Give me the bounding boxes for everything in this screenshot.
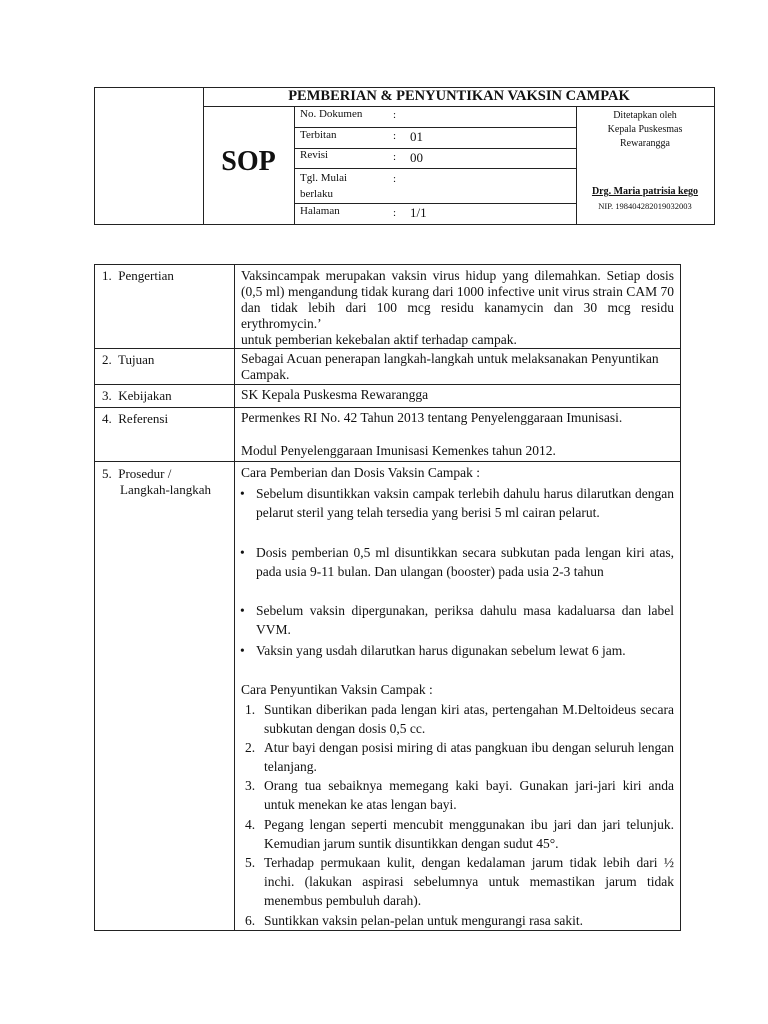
bullet-item — [240, 484, 674, 522]
bullet-symbol: • — [240, 603, 245, 618]
label-langkah: Langkah-langkah — [120, 482, 211, 497]
field-terbitan-label: Terbitan — [300, 129, 337, 141]
step-number: 5. — [245, 855, 256, 870]
approval-signer: Drg. Maria patrisia kego — [591, 186, 699, 197]
field-tgl-mulai-label: Tgl. Mulai berlaku — [300, 172, 348, 200]
bullet-symbol: • — [240, 545, 245, 560]
label-tujuan: 2. Tujuan — [102, 352, 155, 367]
pengertian-text-2: untuk pemberian kekebalan aktif terhadap campak. — [241, 332, 517, 347]
bullet-text: Sebelum vaksin dipergunakan, periksa dahulu masa kadaluarsa dan label VVM. — [256, 603, 674, 637]
bullet-text: Sebelum disuntikkan vaksin campak terlebih dahulu harus dilarutkan dengan pelarut steril yang telah tersedia yang berisi 5 ml cairan pelarut. — [256, 486, 674, 520]
label-kebijakan: 3. Kebijakan — [102, 388, 172, 403]
step-text: Pegang lengan seperti mencubit menggunakan ibu jari dan jari telunjuk. Kemudian jarum suntik disuntikkan dengan sudut 45°. — [264, 817, 674, 851]
step-item — [245, 738, 674, 776]
sop-logo-text: SOP — [221, 146, 276, 177]
approval-nip: NIP. 198404282019032003 — [598, 201, 692, 211]
field-no-dokumen-colon: : — [393, 109, 397, 121]
step-item — [245, 853, 674, 910]
step-text: Suntikan diberikan pada lengan kiri atas, pertengahan M.Deltoideus secara subkutan dengan dosis 0,5 cc. — [264, 702, 674, 736]
field-revisi-colon: : — [393, 151, 397, 163]
approval-line-1: Ditetapkan oleh — [613, 110, 677, 121]
bullet-item — [240, 641, 674, 660]
step-number: 1. — [245, 702, 256, 717]
prosedur-heading-2: Cara Penyuntikan Vaksin Campak : — [241, 682, 433, 697]
step-number: 4. — [245, 817, 256, 832]
referensi-line-1: Permenkes RI No. 42 Tahun 2013 tentang Penyelenggaraan Imunisasi. — [241, 410, 623, 425]
kebijakan-text: SK Kepala Puskesma Rewarangga — [241, 387, 429, 402]
field-revisi-label: Revisi — [300, 149, 329, 161]
bullet-symbol: • — [240, 486, 245, 501]
step-item — [245, 776, 674, 814]
bullet-symbol: • — [240, 643, 245, 658]
tujuan-text: Sebagai Acuan penerapan langkah-langkah untuk melaksanakan Penyuntikan Campak. — [241, 351, 659, 382]
prosedur-heading-1: Cara Pemberian dan Dosis Vaksin Campak : — [241, 465, 480, 480]
referensi-line-2: Modul Penyelenggaraan Imunisasi Kemenkes tahun 2012. — [241, 443, 556, 458]
field-tgl-mulai-colon: : — [393, 173, 397, 185]
field-terbitan-value: 01 — [410, 129, 423, 144]
bullet-text: Vaksin yang usdah dilarutkan harus digunakan sebelum lewat 6 jam. — [256, 643, 626, 658]
bullet-text: Dosis pemberian 0,5 ml disuntikkan secara subkutan pada lengan kiri atas, pada usia 9-11 bulan. Dan ulangan (booster) pada usia 2-3 tahun — [256, 545, 674, 579]
field-terbitan-colon: : — [393, 130, 397, 142]
step-number: 3. — [245, 778, 256, 793]
field-halaman-colon: : — [393, 207, 397, 219]
step-number: 6. — [245, 913, 256, 928]
field-halaman-value: 1/1 — [410, 205, 427, 220]
step-item — [245, 911, 674, 930]
label-pengertian: 1. Pengertian — [102, 268, 174, 283]
field-revisi-value: 00 — [410, 150, 423, 165]
step-text: Atur bayi dengan posisi miring di atas pangkuan ibu dengan seluruh lengan telanjang. — [264, 740, 674, 774]
approval-line-3: Rewarangga — [620, 138, 670, 149]
step-text: Orang tua sebaiknya memegang kaki bayi. Gunakan jari-jari kiri anda untuk menekan ke atas lengan bayi. — [264, 778, 674, 812]
document-title: PEMBERIAN & PENYUNTIKAN VAKSIN CAMPAK — [288, 88, 630, 104]
bullet-item — [240, 543, 674, 581]
step-text: Suntikkan vaksin pelan-pelan untuk mengurangi rasa sakit. — [264, 913, 584, 928]
pengertian-text: Vaksincampak merupakan vaksin virus hidup yang dilemahkan. Setiap dosis (0,5 ml) mengandung tidak kurang dari 1000 infective unit virus strain CAM 70 dan tidak lebih dari 100 mcg residu kanamycin dan 30 mcg residu erythromycin.’ — [241, 268, 674, 331]
bullet-item — [240, 601, 674, 639]
field-no-dokumen-label: No. Dokumen — [300, 108, 363, 120]
step-item — [245, 815, 674, 853]
label-prosedur: 5. Prosedur / — [102, 466, 172, 481]
approval-line-2: Kepala Puskesmas — [607, 124, 683, 135]
field-halaman-label: Halaman — [300, 205, 340, 217]
step-item — [245, 700, 674, 738]
step-number: 2. — [245, 740, 256, 755]
label-referensi: 4. Referensi — [102, 411, 169, 426]
step-text: Terhadap permukaan kulit, dengan kedalaman jarum tidak lebih dari ½ inchi. (lakukan aspirasi sebelumnya untuk memastikan jarum tidak menembus pembuluh darah). — [264, 855, 674, 908]
